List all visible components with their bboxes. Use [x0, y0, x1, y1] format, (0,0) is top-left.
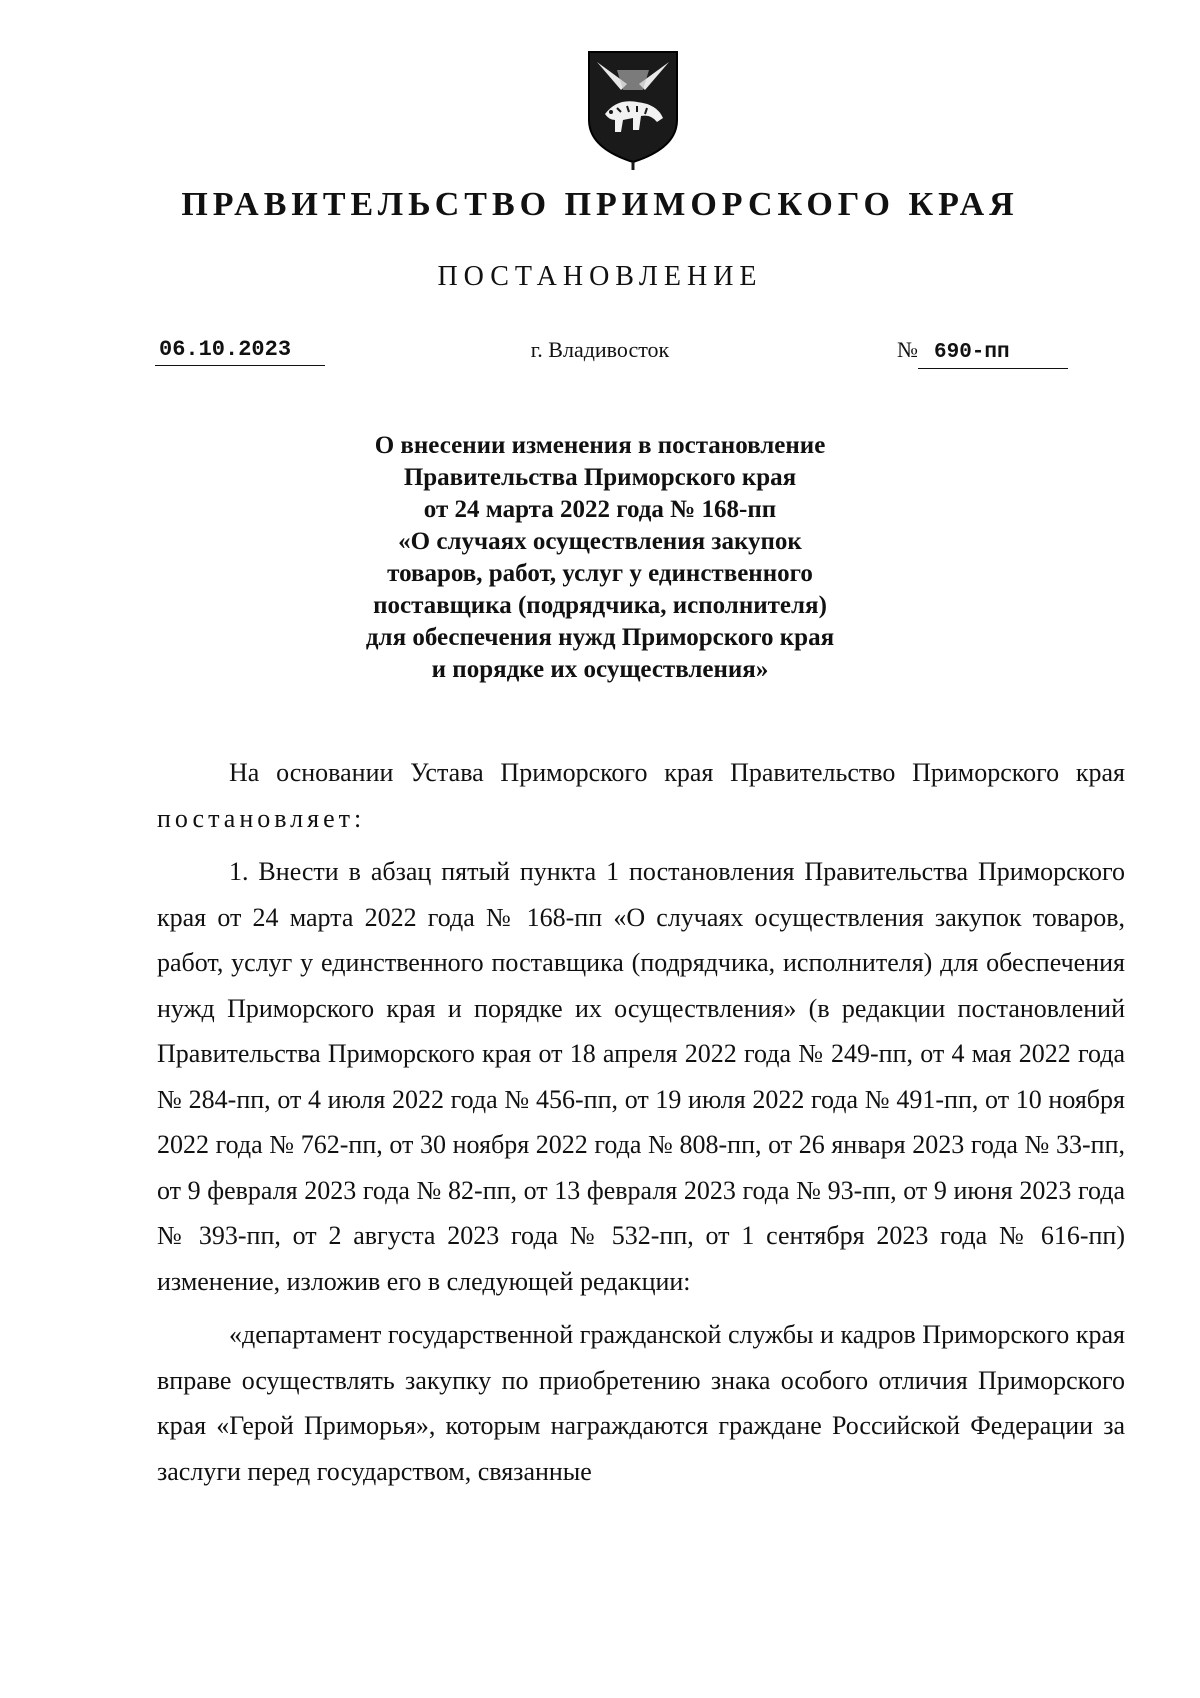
number-value: 690-пп: [918, 338, 1068, 369]
document-heading: [0, 430, 1200, 686]
government-title: ПРАВИТЕЛЬСТВО ПРИМОРСКОГО КРАЯ: [181, 186, 1019, 223]
heading-line: «О случаях осуществления закупок: [398, 528, 802, 555]
document-date: 06.10.2023: [155, 335, 325, 366]
quote-paragraph: «департамент государственной гражданской службы и кадров Приморского края вправе осуществлять закупку по приобретению знака особого отличия Приморского края «Герой Приморья», которым награждаются граждане Российской Федерации за заслуги перед государством, связанные: [157, 1320, 1125, 1486]
preamble-paragraph: [157, 750, 1125, 841]
heading-line: поставщика (подрядчика, исполнителя): [373, 592, 827, 619]
document-type: ПОСТАНОВЛЕНИЕ: [437, 261, 763, 292]
primorsky-krai-coat-of-arms-icon: [587, 50, 679, 170]
item-1-paragraph: 1. Внести в абзац пятый пункта 1 постановления Правительства Приморского края от 24 марта 2022 года № 168-пп «О случаях осуществления закупок товаров, работ, услуг у единственного поставщика (подрядчика, исполнителя) для обеспечения нужд Приморского края и порядке их осуществления» (в редакции постановлений Правительства Приморского края от 18 апреля 2022 года № 249-пп, от 4 мая 2022 года № 284-пп, от 4 июля 2022 года № 456-пп, от 19 июля 2022 года № 491-пп, от 10 ноября 2022 года № 762-пп, от 30 ноября 2022 года № 808-пп, от 26 января 2023 года № 33-пп, от 9 февраля 2023 года № 82-пп, от 13 февраля 2023 года № 93-пп, от 9 июня 2023 года № 393-пп, от 2 августа 2023 года № 532-пп, от 1 сентября 2023 года № 616-пп) изменение, изложив его в следующей редакции:: [157, 857, 1125, 1296]
preamble-verb: постановляет:: [157, 803, 366, 833]
heading-line: товаров, работ, услуг у единственного: [387, 560, 813, 587]
heading-line: от 24 марта 2022 года № 168-пп: [423, 496, 777, 523]
preamble-text: На основании Устава Приморского края Правительство Приморского края: [229, 758, 1125, 787]
heading-line: и порядке их осуществления»: [431, 656, 769, 683]
number-sign: №: [897, 337, 918, 362]
heading-line: для обеспечения нужд Приморского края: [365, 624, 835, 651]
document-number: [897, 335, 1068, 369]
heading-line: Правительства Приморского края: [403, 464, 797, 491]
document-body: [157, 750, 1125, 1502]
heading-line: О внесении изменения в постановление: [374, 432, 826, 459]
document-city: г. Владивосток: [530, 337, 670, 362]
